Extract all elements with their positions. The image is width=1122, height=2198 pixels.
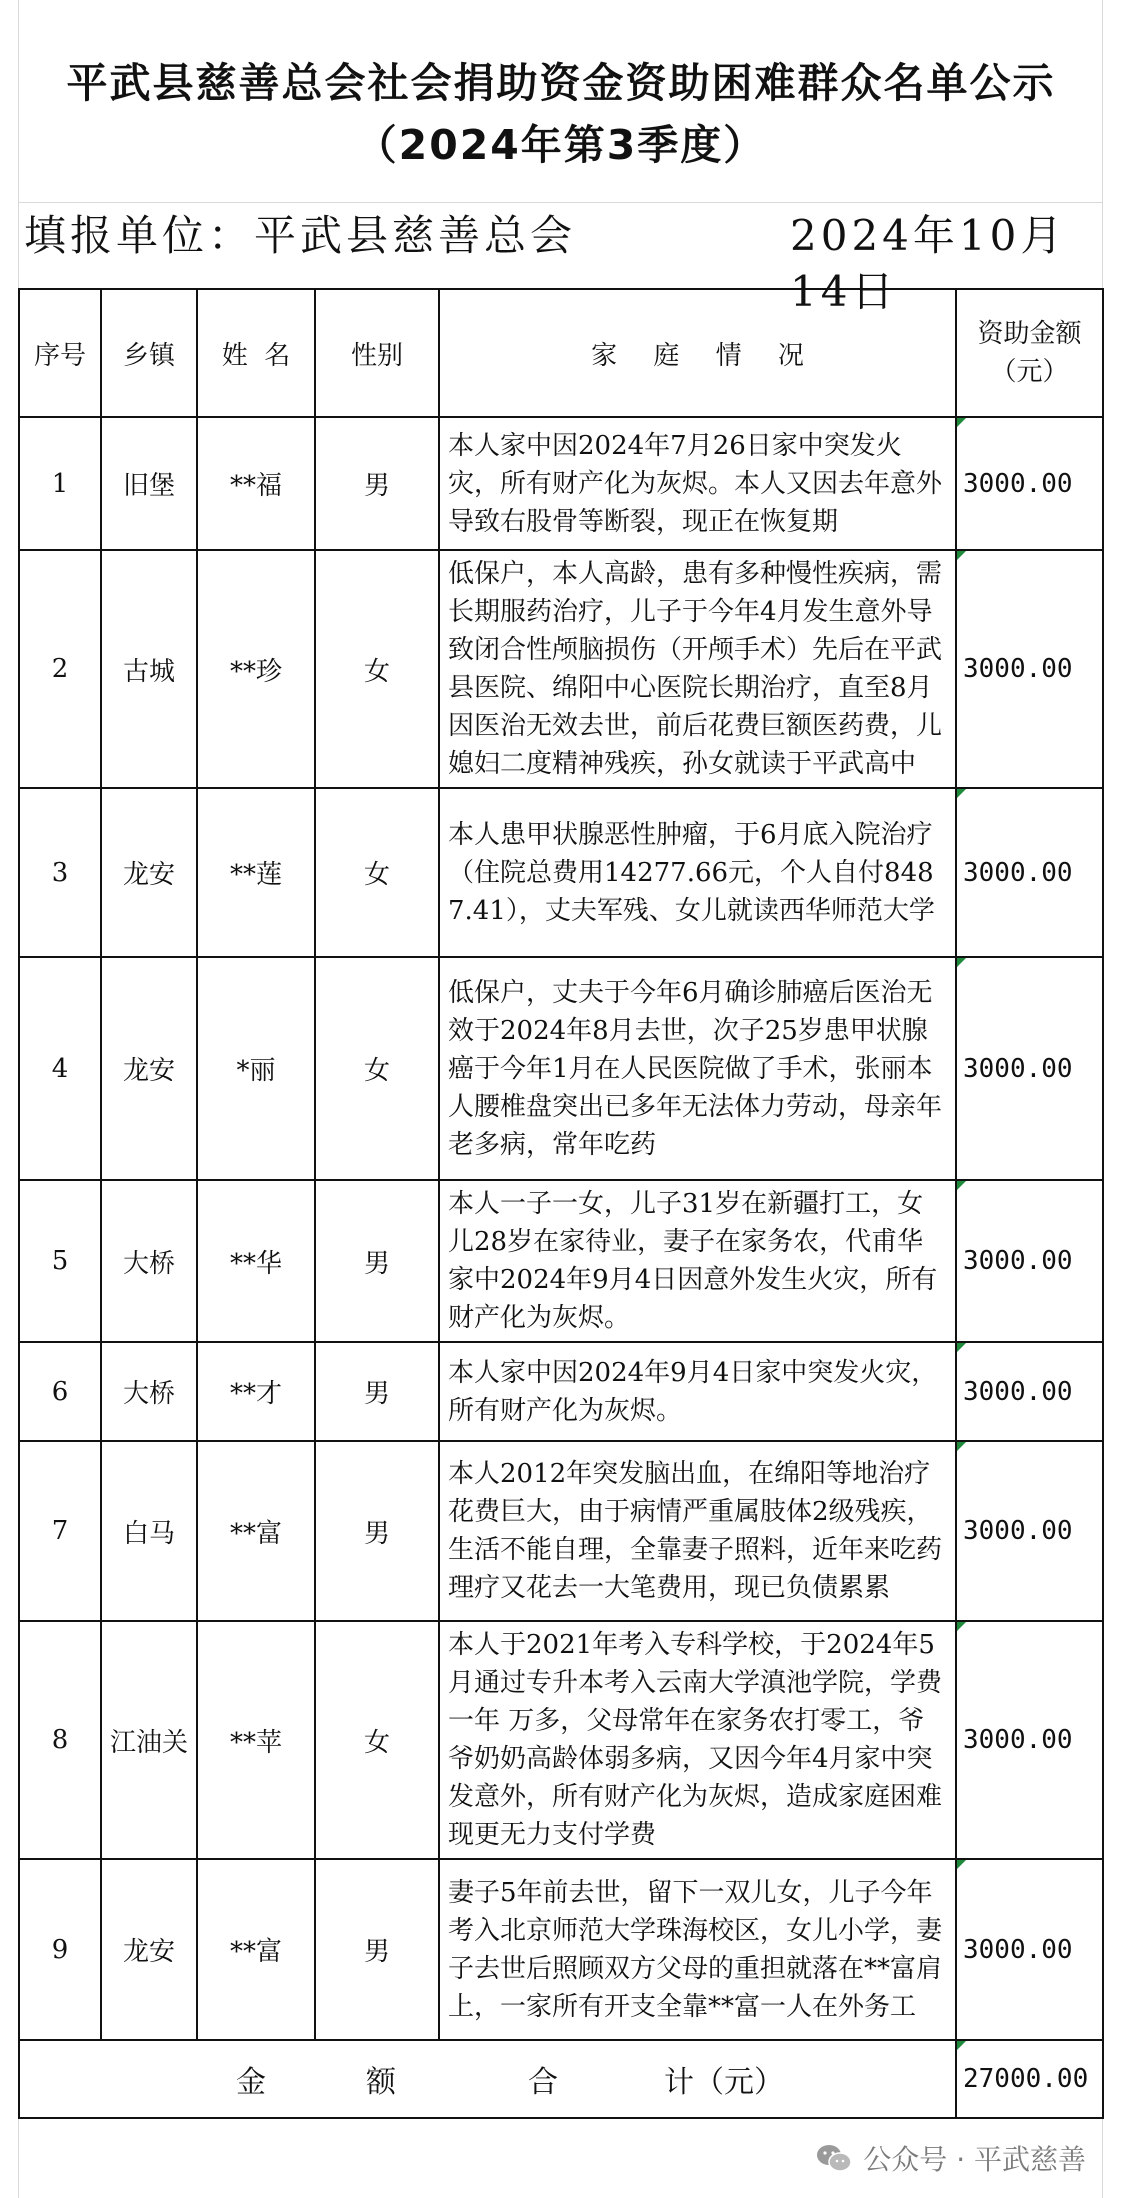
total-amount: 27000.00	[956, 2040, 1103, 2118]
cell-town: 古城	[101, 550, 197, 788]
table-row	[19, 1859, 1103, 2040]
table-row	[19, 788, 1103, 957]
cell-seq: 6	[19, 1342, 101, 1441]
total-row	[19, 2040, 1103, 2118]
cell-situation: 本人于2021年考入专科学校，于2024年5月通过专升本考入云南大学滇池学院，学费一年 万多，父母常年在家务农打零工，爷爷奶奶高龄体弱多病，又因今年4月家中突发意外，所有财产化为灰烬，造成家庭困难现更无力支付学费	[439, 1621, 956, 1859]
cell-situation: 本人一子一女，儿子31岁在新疆打工，女儿28岁在家待业，妻子在家务农，代甫华家中2024年9月4日因意外发生火灾，所有财产化为灰烬。	[439, 1180, 956, 1342]
cell-name: **苹	[197, 1621, 315, 1859]
header-gender: 性别	[315, 289, 439, 417]
cell-seq: 4	[19, 957, 101, 1180]
cell-seq: 8	[19, 1621, 101, 1859]
wechat-icon	[815, 2142, 853, 2174]
aid-list-table	[18, 288, 1104, 2119]
fill-unit: 填报单位：平武县慈善总会	[24, 211, 577, 260]
cell-name: **富	[197, 1859, 315, 2040]
cell-gender: 男	[315, 1180, 439, 1342]
header-seq: 序号	[19, 289, 101, 417]
cell-amount: 3000.00	[956, 957, 1103, 1180]
cell-amount: 3000.00	[956, 417, 1103, 550]
cell-seq: 2	[19, 550, 101, 788]
cell-gender: 男	[315, 1859, 439, 2040]
cell-situation: 本人患甲状腺恶性肿瘤，于6月底入院治疗（住院总费用14277.66元，个人自付8487.41），丈夫军残、女儿就读西华师范大学	[439, 788, 956, 957]
table-row	[19, 1180, 1103, 1342]
watermark	[815, 2138, 1086, 2178]
cell-town: 大桥	[101, 1180, 197, 1342]
cell-amount: 3000.00	[956, 1180, 1103, 1342]
cell-situation: 妻子5年前去世，留下一双儿女，儿子今年考入北京师范大学珠海校区，女儿小学，妻子去世后照顾双方父母的重担就落在**富肩上，一家所有开支全靠**富一人在外务工	[439, 1859, 956, 2040]
cell-name: **珍	[197, 550, 315, 788]
cell-gender: 男	[315, 1441, 439, 1621]
cell-name: *丽	[197, 957, 315, 1180]
cell-name: **华	[197, 1180, 315, 1342]
header-town: 乡镇	[101, 289, 197, 417]
cell-amount: 3000.00	[956, 1621, 1103, 1859]
sheet-gridline	[18, 202, 1102, 203]
total-label-part: 额	[366, 2065, 396, 2100]
cell-amount: 3000.00	[956, 1441, 1103, 1621]
cell-town: 白马	[101, 1441, 197, 1621]
table-row	[19, 1441, 1103, 1621]
cell-town: 龙安	[101, 788, 197, 957]
total-label-part: 金	[236, 2065, 266, 2100]
cell-name: **富	[197, 1441, 315, 1621]
table-row	[19, 550, 1103, 788]
cell-amount: 3000.00	[956, 1342, 1103, 1441]
total-label-part: 合	[528, 2065, 558, 2100]
header-name: 姓 名	[197, 289, 315, 417]
cell-gender: 男	[315, 417, 439, 550]
cell-town: 大桥	[101, 1342, 197, 1441]
cell-situation: 本人2012年突发脑出血，在绵阳等地治疗花费巨大，由于病情严重属肢体2级残疾，生活不能自理，全靠妻子照料，近年来吃药理疗又花去一大笔费用，现已负债累累	[439, 1441, 956, 1621]
cell-situation: 本人家中因2024年9月4日家中突发火灾，所有财产化为灰烬。	[439, 1342, 956, 1441]
total-label-part: 计（元）	[664, 2065, 784, 2100]
cell-town: 龙安	[101, 957, 197, 1180]
cell-seq: 1	[19, 417, 101, 550]
watermark-text: 公众号 · 平武慈善	[863, 2143, 1086, 2176]
cell-seq: 5	[19, 1180, 101, 1342]
fill-date: 2024年10月14日	[790, 211, 1067, 316]
total-label	[19, 2040, 956, 2118]
cell-situation: 本人家中因2024年7月26日家中突发火灾，所有财产化为灰烬。本人又因去年意外导致右股骨等断裂，现正在恢复期	[439, 417, 956, 550]
cell-town: 江油关	[101, 1621, 197, 1859]
cell-name: **福	[197, 417, 315, 550]
cell-gender: 女	[315, 788, 439, 957]
cell-gender: 女	[315, 550, 439, 788]
cell-name: **莲	[197, 788, 315, 957]
cell-seq: 9	[19, 1859, 101, 2040]
cell-town: 龙安	[101, 1859, 197, 2040]
table-row	[19, 957, 1103, 1180]
cell-situation: 低保户，本人高龄，患有多种慢性疾病，需长期服药治疗，儿子于今年4月发生意外导致闭合性颅脑损伤（开颅手术）先后在平武县医院、绵阳中心医院长期治疗，直至8月因医治无效去世，前后花费巨额医药费，儿媳妇二度精神残疾，孙女就读于平武高中	[439, 550, 956, 788]
cell-amount: 3000.00	[956, 788, 1103, 957]
cell-seq: 3	[19, 788, 101, 957]
table-header-row	[19, 289, 1103, 417]
cell-gender: 女	[315, 1621, 439, 1859]
table-row	[19, 1342, 1103, 1441]
cell-amount: 3000.00	[956, 550, 1103, 788]
header-situation: 家 庭 情 况	[439, 289, 956, 417]
cell-seq: 7	[19, 1441, 101, 1621]
cell-situation: 低保户，丈夫于今年6月确诊肺癌后医治无效于2024年8月去世，次子25岁患甲状腺癌于今年1月在人民医院做了手术，张丽本人腰椎盘突出已多年无法体力劳动，母亲年老多病，常年吃药	[439, 957, 956, 1180]
cell-town: 旧堡	[101, 417, 197, 550]
cell-amount: 3000.00	[956, 1859, 1103, 2040]
page-title: 平武县慈善总会社会捐助资金资助困难群众名单公示（2024年第3季度）	[66, 59, 1056, 169]
cell-name: **才	[197, 1342, 315, 1441]
cell-gender: 女	[315, 957, 439, 1180]
cell-gender: 男	[315, 1342, 439, 1441]
header-amount: 资助金额（元）	[956, 289, 1103, 417]
table-row	[19, 1621, 1103, 1859]
table-row	[19, 417, 1103, 550]
